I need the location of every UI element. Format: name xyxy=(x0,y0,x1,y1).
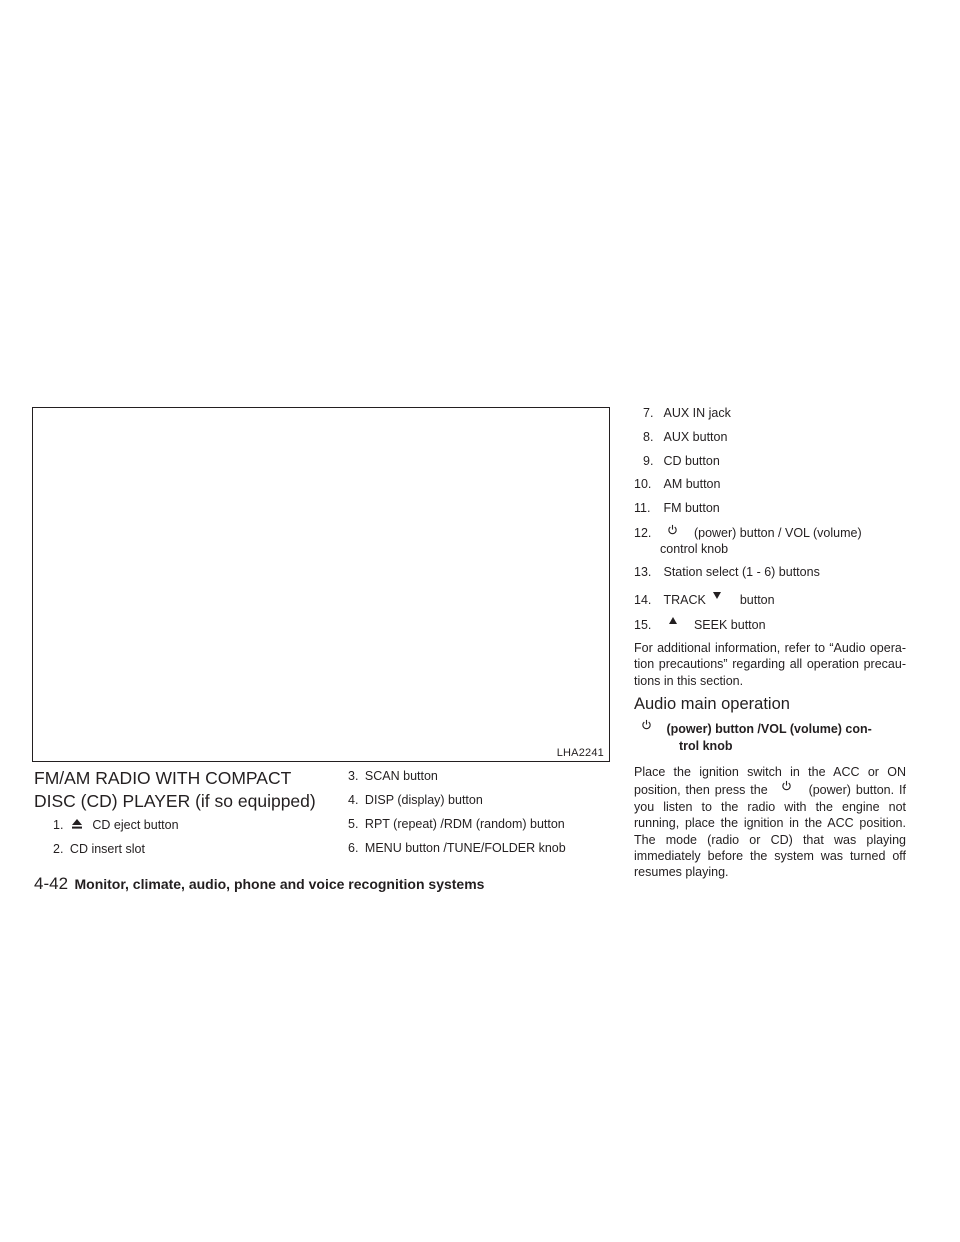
item-text: AUX IN jack xyxy=(663,406,731,420)
item-number: 12. xyxy=(634,526,652,540)
list-item-5 xyxy=(348,816,565,832)
subsection-title: Audio main operation xyxy=(634,695,790,713)
item-number: 2. xyxy=(53,842,64,856)
power-icon xyxy=(781,780,792,791)
triangle-down-icon xyxy=(712,590,722,600)
item-text: CD eject button xyxy=(92,818,179,832)
list-item-15 xyxy=(634,616,766,633)
list-item-1 xyxy=(53,817,179,833)
triangle-up-icon xyxy=(668,616,678,626)
item-text: DISP (display) button xyxy=(364,793,483,807)
list-item-4 xyxy=(348,792,483,808)
list-item-3 xyxy=(348,768,438,784)
list-item-10 xyxy=(634,476,720,492)
item-number: 6. xyxy=(348,841,359,855)
item-text: CD insert slot xyxy=(69,842,145,856)
page-footer xyxy=(34,874,484,894)
item-number: 10. xyxy=(634,477,652,491)
eject-icon xyxy=(71,818,83,830)
additional-info-paragraph: For additional information, refer to “Audio opera- tion precautions” regarding all operation precau- tions in this section. xyxy=(634,641,906,688)
list-item-12 xyxy=(634,524,862,541)
item-text: CD button xyxy=(663,454,720,468)
item-text: FM button xyxy=(663,501,720,515)
item-number: 14. xyxy=(634,593,652,607)
item-number: 11. xyxy=(634,501,651,515)
list-item-13 xyxy=(634,564,820,580)
body-text-part1: Place the ignition switch in the ACC or ON position, then press the xyxy=(634,765,906,798)
item-text: SEEK button xyxy=(693,618,766,632)
item-text: button xyxy=(739,593,775,607)
item-number: 13. xyxy=(634,565,652,579)
list-item-2 xyxy=(53,841,145,857)
item-number: 7. xyxy=(643,406,654,420)
page-number: 4-42 xyxy=(34,874,69,893)
list-item-8 xyxy=(643,429,727,445)
item-text: SCAN button xyxy=(364,769,438,783)
figure-box xyxy=(32,407,610,762)
item-text: control knob xyxy=(660,542,729,556)
body-text-part2: (power) button. If you listen to the radio with the engine not running, place the ignition in the ACC position. The mode (radio or CD) that was playing immediately before the system was turned off resumes playing. xyxy=(634,783,906,880)
control-heading-cont xyxy=(679,738,732,755)
control-heading-line2: trol knob xyxy=(679,739,733,753)
item-text: (power) button / VOL (volume) xyxy=(693,526,862,540)
control-heading-line1: (power) button /VOL (volume) con- xyxy=(666,722,872,736)
power-icon xyxy=(667,524,678,535)
item-text: AUX button xyxy=(663,430,728,444)
list-item-12-cont xyxy=(660,541,728,557)
item-text: RPT (repeat) /RDM (random) button xyxy=(364,817,565,831)
list-item-9 xyxy=(643,453,720,469)
control-heading xyxy=(641,719,872,738)
list-item-7 xyxy=(643,405,731,421)
chapter-title: Monitor, climate, audio, phone and voice recognition systems xyxy=(74,876,485,892)
item-number: 9. xyxy=(643,454,654,468)
item-number: 8. xyxy=(643,430,654,444)
item-number: 3. xyxy=(348,769,359,783)
list-item-6 xyxy=(348,840,566,856)
power-icon xyxy=(641,719,652,730)
item-number: 1. xyxy=(53,818,64,832)
item-text: AM button xyxy=(663,477,721,491)
item-text: MENU button /TUNE/FOLDER knob xyxy=(364,841,566,855)
list-item-14 xyxy=(634,590,775,608)
item-text: Station select (1 - 6) buttons xyxy=(663,565,820,579)
item-text: TRACK xyxy=(663,593,706,607)
item-number: 4. xyxy=(348,793,359,807)
body-paragraph xyxy=(634,764,906,881)
figure-label: LHA2241 xyxy=(556,747,604,759)
list-item-11 xyxy=(634,500,720,516)
item-number: 5. xyxy=(348,817,359,831)
section-title: FM/AM RADIO WITH COMPACT DISC (CD) PLAYER (if so equipped) xyxy=(34,768,316,811)
item-number: 15. xyxy=(634,618,652,632)
